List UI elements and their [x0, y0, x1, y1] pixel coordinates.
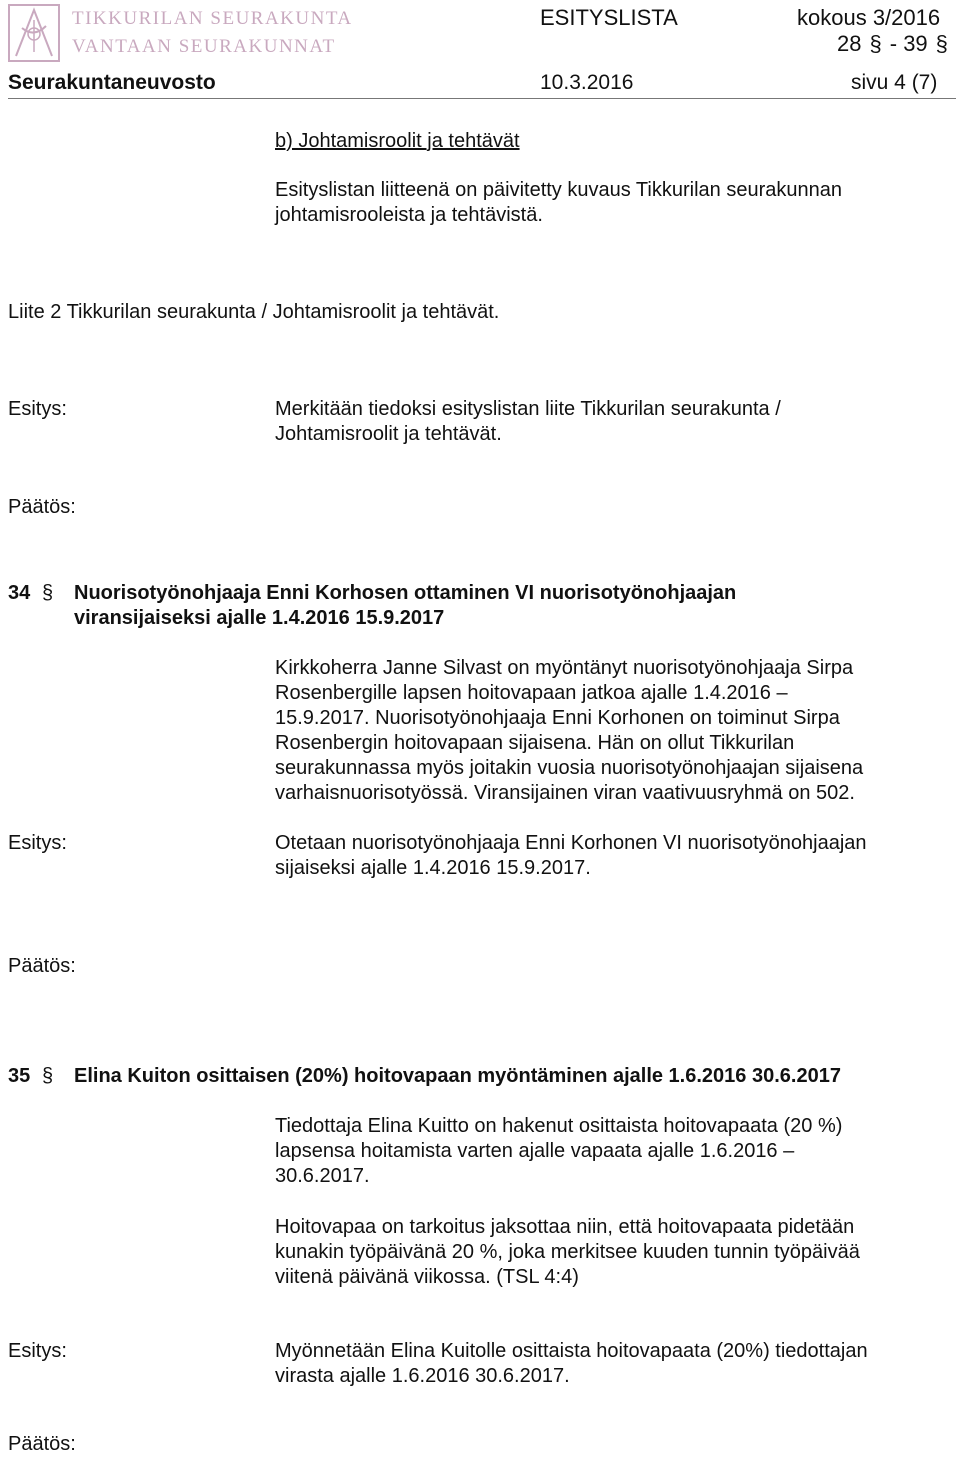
section-mark: § — [42, 582, 54, 604]
item-description — [275, 656, 945, 806]
subsection-title: b) Johtamisroolit ja tehtävät — [275, 130, 520, 152]
text-line: 30.6.2017. — [275, 1165, 370, 1187]
church-logo — [8, 4, 60, 62]
text-line: Myönnetään Elina Kuitolle osittaista hoitovapaata (20%) tiedottajan — [275, 1340, 868, 1362]
section-mark: § — [935, 31, 948, 56]
agenda-item-heading — [8, 1064, 953, 1089]
subsection-text — [275, 178, 945, 228]
header-divider — [8, 98, 956, 99]
text-line: johtamisrooleista ja tehtävistä. — [275, 204, 543, 226]
title-line: viransijaiseksi ajalle 1.4.2016 15.9.2017 — [74, 607, 445, 629]
item-title: Elina Kuiton osittaisen (20%) hoitovapaan myöntäminen ajalle 1.6.2016 30.6.2017 — [74, 1065, 841, 1087]
text-line: Johtamisroolit ja tehtävät. — [275, 423, 502, 445]
text-line: Tiedottaja Elina Kuitto on hakenut osittaista hoitovapaata (20 %) — [275, 1115, 843, 1137]
attachment-reference: Liite 2 Tikkurilan seurakunta / Johtamisroolit ja tehtävät. — [8, 301, 500, 323]
board-name: Seurakuntaneuvosto — [8, 71, 216, 94]
item-number: 34 — [8, 582, 31, 604]
text-line: 15.9.2017. Nuorisotyönohjaaja Enni Korhonen on toiminut Sirpa — [275, 707, 840, 729]
text-line: Kirkkoherra Janne Silvast on myöntänyt nuorisotyönohjaaja Sirpa — [275, 657, 854, 679]
page-number: sivu 4 (7) — [851, 71, 938, 94]
text-line: seurakunnassa myös joitakin vuosia nuorisotyönohjaajan sijaisena — [275, 757, 864, 779]
item-title — [74, 581, 954, 631]
proposal-label: Esitys: — [8, 398, 67, 420]
document-type: ESITYSLISTA — [540, 5, 678, 30]
item-number: 35 — [8, 1065, 31, 1087]
section-mark: § — [869, 31, 882, 56]
section-range-sep: - — [889, 31, 898, 56]
meeting-number: kokous 3/2016 — [797, 5, 941, 30]
section-range — [837, 30, 950, 58]
proposal-text — [275, 1339, 945, 1389]
proposal-text — [275, 831, 945, 881]
decision-label: Päätös: — [8, 955, 76, 977]
item-description — [275, 1215, 945, 1290]
proposal-label: Esitys: — [8, 832, 67, 854]
section-range-from: 28 — [837, 31, 862, 56]
text-line: Otetaan nuorisotyönohjaaja Enni Korhonen VI nuorisotyönohjaajan — [275, 832, 867, 854]
agenda-item-heading — [8, 581, 953, 631]
text-line: varhaisnuorisotyössä. Viransijainen viran vaativuusryhmä on 502. — [275, 782, 855, 804]
text-line: viitenä päivänä viikossa. (TSL 4:4) — [275, 1266, 579, 1288]
organization-name: TIKKURILAN SEURAKUNTA — [72, 8, 353, 29]
text-line: lapsensa hoitamista varten ajalle vapaata ajalle 1.6.2016 – — [275, 1140, 795, 1162]
proposal-text — [275, 397, 945, 447]
section-range-to: 39 — [903, 31, 928, 56]
text-line: sijaiseksi ajalle 1.4.2016 15.9.2017. — [275, 857, 591, 879]
text-line: Rosenbergille lapsen hoitovapaan jatkoa ajalle 1.4.2016 – — [275, 682, 788, 704]
proposal-label: Esitys: — [8, 1340, 67, 1362]
decision-label: Päätös: — [8, 496, 76, 518]
organization-parent: VANTAAN SEURAKUNNAT — [72, 36, 336, 57]
text-line: Merkitään tiedoksi esityslistan liite Tikkurilan seurakunta / — [275, 398, 781, 420]
title-line: Nuorisotyönohjaaja Enni Korhosen ottaminen VI nuorisotyönohjaajan — [74, 582, 737, 604]
meeting-date: 10.3.2016 — [540, 71, 634, 94]
text-line: kunakin työpäivänä 20 %, joka merkitsee kuuden tunnin työpäivää — [275, 1241, 860, 1263]
item-description — [275, 1114, 945, 1189]
decision-label: Päätös: — [8, 1433, 76, 1455]
text-line: Esityslistan liitteenä on päivitetty kuvaus Tikkurilan seurakunnan — [275, 179, 842, 201]
section-mark: § — [42, 1065, 54, 1087]
text-line: Rosenbergin hoitovapaan sijaisena. Hän on ollut Tikkurilan — [275, 732, 795, 754]
text-line: virasta ajalle 1.6.2016 30.6.2017. — [275, 1365, 570, 1387]
text-line: Hoitovapaa on tarkoitus jaksottaa niin, että hoitovapaata pidetään — [275, 1216, 855, 1238]
